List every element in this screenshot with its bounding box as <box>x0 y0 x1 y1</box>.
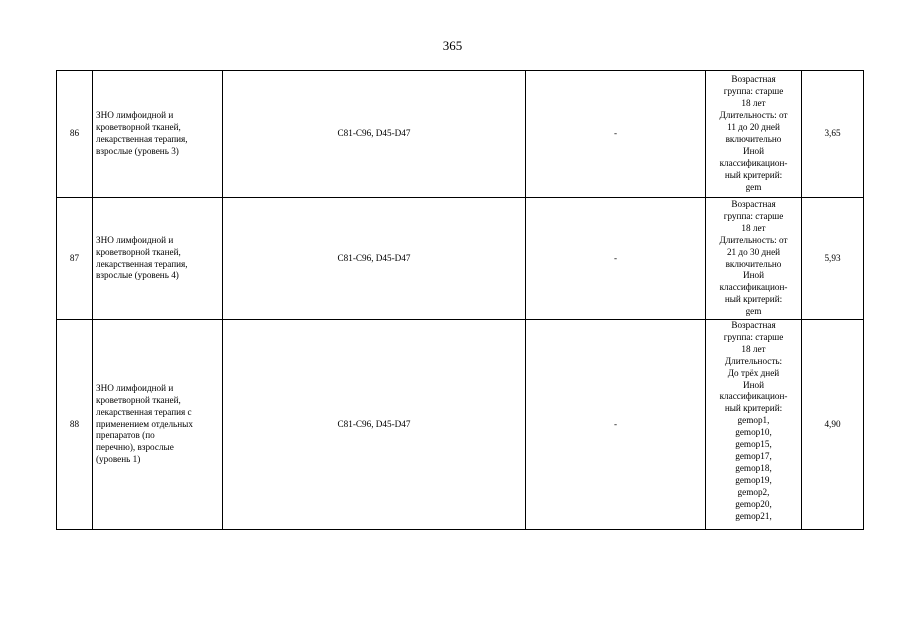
criteria-line: Иной <box>742 379 765 390</box>
criteria-line: включительно <box>725 258 782 269</box>
criteria-cell <box>706 71 802 198</box>
criteria-line: Иной <box>742 145 765 156</box>
diagnosis-codes-cell: C81-C96, D45-D47 <box>223 71 526 198</box>
tariff-table <box>56 70 864 530</box>
criteria-line: gemop2, <box>737 486 770 497</box>
diagnosis-codes-cell: C81-C96, D45-D47 <box>223 198 526 320</box>
criteria-line: gemop1, <box>737 415 770 426</box>
criteria-line: gemop21, <box>735 510 772 521</box>
group-name-cell <box>93 320 223 530</box>
service-codes-cell: - <box>526 71 706 198</box>
group-name-line: взрослые (уровень 3) <box>96 145 179 156</box>
criteria-line: Длительность: от <box>719 234 788 245</box>
group-name-line: кроветворной тканей, <box>96 246 181 257</box>
group-name-line: (уровень 1) <box>96 454 141 465</box>
group-name-line: кроветворной тканей, <box>96 122 181 133</box>
table-row <box>57 198 864 320</box>
criteria-cell <box>706 198 802 320</box>
criteria-line: gem <box>745 306 762 317</box>
criteria-cell <box>706 320 802 530</box>
criteria-line: 18 лет <box>741 222 766 233</box>
group-name-line: препаратов (по <box>96 430 155 441</box>
criteria-line: группа: старше <box>723 86 784 97</box>
criteria-line: Иной <box>742 270 765 281</box>
criteria-line: Возрастная <box>731 320 776 330</box>
criteria-line: gemop15, <box>735 439 772 450</box>
criteria-line: 11 до 20 дней <box>727 122 780 133</box>
criteria-line: gemop10, <box>735 427 772 438</box>
coefficient-cell: 4,90 <box>802 320 864 530</box>
group-name-line: применением отдельных <box>96 418 193 429</box>
criteria-line: классификацион- <box>719 391 788 402</box>
row-number-cell: 88 <box>57 320 93 530</box>
criteria-line: ный критерий: <box>724 294 783 305</box>
criteria-line: Возрастная <box>731 74 776 85</box>
criteria-line: классификацион- <box>719 282 788 293</box>
group-name-cell <box>93 198 223 320</box>
criteria-line: gemop19, <box>735 474 772 485</box>
row-number-cell: 86 <box>57 71 93 198</box>
group-name-line: ЗНО лимфоидной и <box>96 382 174 393</box>
group-name-line: лекарственная терапия, <box>96 134 188 144</box>
criteria-line: группа: старше <box>723 331 784 342</box>
criteria-line: Длительность: <box>724 355 783 366</box>
criteria-line: ный критерий: <box>724 403 783 414</box>
table-row <box>57 320 864 530</box>
criteria-line: группа: старше <box>723 210 784 221</box>
group-name-line: ЗНО лимфоидной и <box>96 110 174 121</box>
criteria-line: 18 лет <box>741 98 766 109</box>
criteria-line: Длительность: от <box>719 110 788 121</box>
group-name-line: ЗНО лимфоидной и <box>96 234 174 245</box>
group-name-line: перечню), взрослые <box>96 442 174 453</box>
group-name-line: лекарственная терапия, <box>96 258 188 269</box>
criteria-line: включительно <box>725 134 782 144</box>
coefficient-cell: 3,65 <box>802 71 864 198</box>
criteria-line: ный критерий: <box>724 169 783 180</box>
criteria-line: До трёх дней <box>727 367 780 378</box>
service-codes-cell: - <box>526 320 706 530</box>
criteria-line: Возрастная <box>731 198 776 209</box>
group-name-line: лекарственная терапия с <box>96 406 192 417</box>
table-row <box>57 71 864 198</box>
service-codes-cell: - <box>526 198 706 320</box>
criteria-line: 21 до 30 дней <box>726 246 781 257</box>
criteria-line: gem <box>745 181 762 192</box>
criteria-line: 18 лет <box>741 343 766 354</box>
criteria-line: gemop20, <box>735 498 772 509</box>
group-name-line: кроветворной тканей, <box>96 394 181 405</box>
group-name-cell <box>93 71 223 198</box>
page-number: 365 <box>442 38 463 53</box>
criteria-line: gemop18, <box>735 462 772 473</box>
row-number-cell: 87 <box>57 198 93 320</box>
group-name-line: взрослые (уровень 4) <box>96 270 179 281</box>
coefficient-cell: 5,93 <box>802 198 864 320</box>
diagnosis-codes-cell: C81-C96, D45-D47 <box>223 320 526 530</box>
criteria-line: gemop17, <box>735 450 772 461</box>
criteria-line: классификацион- <box>719 157 788 168</box>
